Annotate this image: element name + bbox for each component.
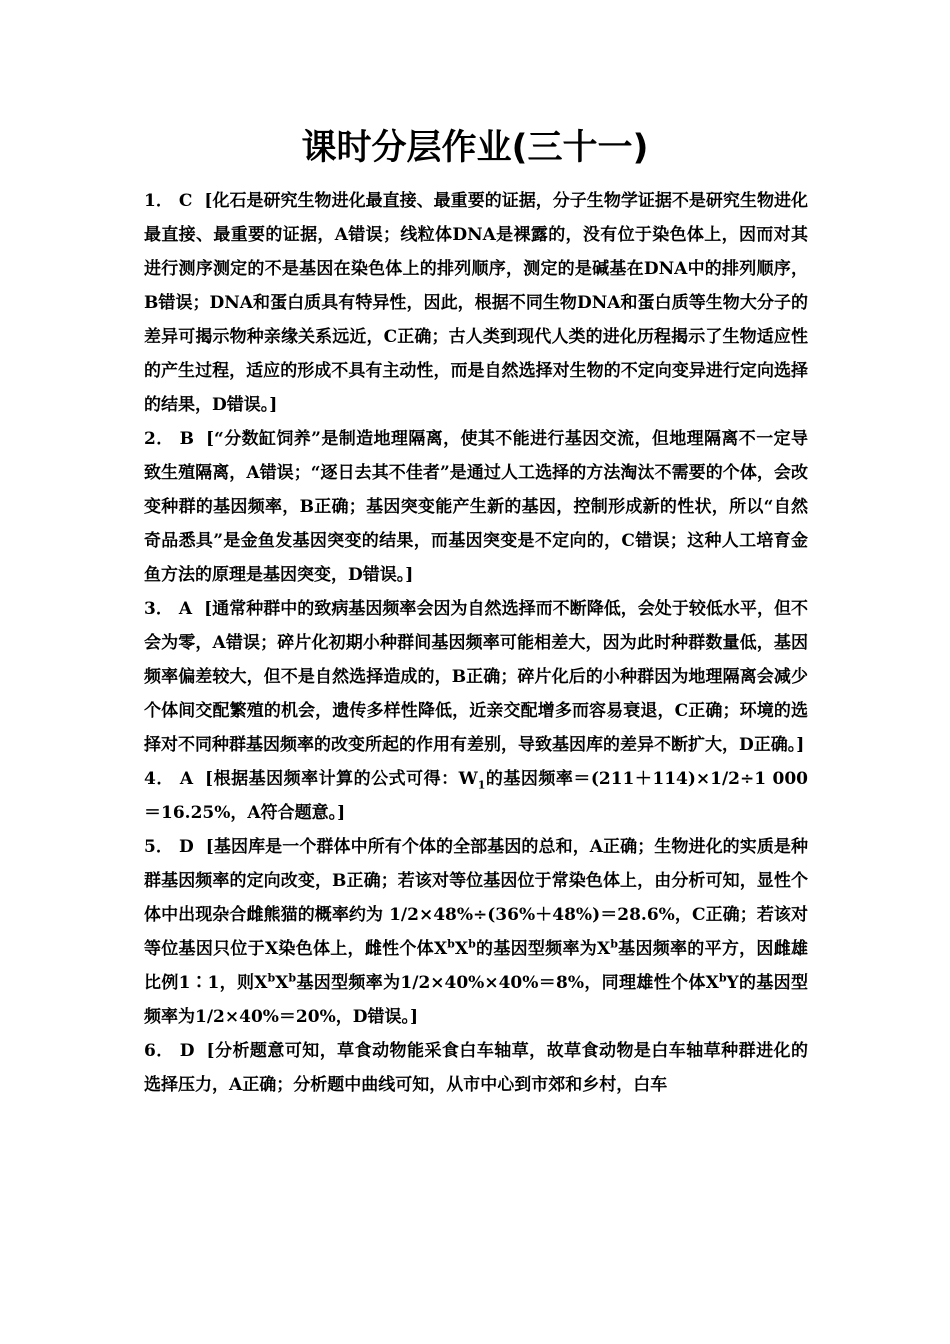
answer-number: 4． [144,769,174,789]
answer-item-1 [144,184,808,422]
superscript: b [610,937,618,951]
answer-explanation: [化石是研究生物进化最直接、最重要的证据，分子生物学证据不是研究生物进化最直接、最重要的证据，A错误；线粒体DNA是裸露的，没有位于染色体上，因而对其进行测序测定的不是基因在染色体上的排列顺序，测定的是碱基在DNA中的排列顺序，B错误；DNA和蛋白质具有特异性，因此，根据不同生物DNA和蛋白质等生物大分子的差异可揭示物种亲缘关系远近，C正确；古人类到现代人类的进化历程揭示了生物适应性的产生过程，适应的形成不具有主动性，而是自然选择对生物的不定向变异进行定向选择的结果，D错误。] [144,191,808,415]
answer-explanation: [根据基因频率计算的公式可得：$W_1$的基因频率＝(211＋114)×1/2÷1 000＝16.25%，A符合题意。] [144,769,808,823]
answer-explanation: [分析题意可知，草食动物能采食白车轴草，故草食动物是白车轴草种群进化的选择压力，A正确；分析题中曲线可知，从市中心到市郊和乡村，白车 [144,1041,808,1095]
answer-number: 6． [144,1041,174,1061]
answer-explanation: [通常种群中的致病基因频率会因为自然选择而不断降低，会处于较低水平，但不会为零，A错误；碎片化初期小种群间基因频率可能相差大，因为此时种群数量低，基因频率偏差较大，但不是自然选择造成的，B正确；碎片化后的小种群因为地理隔离会减少个体间交配繁殖的机会，遗传多样性降低，近亲交配增多而容易衰退，C正确；环境的选择对不同种群基因频率的改变所起的作用有差别，导致基因库的差异不断扩大，D正确。] [144,599,808,755]
answer-explanation: [基因库是一个群体中所有个体的全部基因的总和，A正确；生物进化的实质是种群基因频率的定向改变，B正确；若该对等位基因位于常染色体上，由分析可知，显性个体中出现杂合雌熊猫的概率约为 1/2×48%÷(36%＋48%)＝28.6%，C正确；若该对等位基因只位于X染色体上，雌性个体$X^bX^b$的基因型频率为$X^b$基因频率的平方，因雌雄比例1∶1，则$X^bX^b$基因型频率为1/2×40%×40%＝8%，同理雄性个体$X^bY$的基因型频率为1/2×40%＝20%，D错误。] [144,837,808,1027]
answer-number: 2． [144,429,174,449]
answer-item-5 [144,830,808,1034]
answer-item-3 [144,592,808,762]
answer-key: D [179,1041,195,1061]
subscript: 1 [477,778,486,792]
superscript: b [288,971,297,985]
answer-key: A [179,769,194,789]
answer-item-2 [144,422,808,592]
page-title: 课时分层作业(三十一) [301,128,649,168]
answer-item-6 [144,1034,808,1102]
superscript: b [447,937,455,951]
answer-key: C [178,191,193,211]
answer-number: 3． [144,599,173,619]
answer-key: D [179,837,194,857]
answer-list [144,184,808,1102]
answer-key: A [178,599,193,619]
answer-item-4 [144,762,808,830]
superscript: b [718,971,727,985]
superscript: b [468,937,476,951]
superscript: b [267,971,276,985]
answer-number: 5． [144,837,174,857]
answer-key: B [179,429,194,449]
answer-explanation: [“分数缸饲养”是制造地理隔离，使其不能进行基因交流，但地理隔离不一定导致生殖隔离，A错误；“逐日去其不佳者”是通过人工选择的方法淘汰不需要的个体，会改变种群的基因频率，B正确；基因突变能产生新的基因，控制形成新的性状，所以“自然奇品悉具”是金鱼发基因突变的结果，而基因突变是不定向的，C错误；这种人工培育金鱼方法的原理是基因突变，D错误。] [144,429,808,585]
answer-number: 1． [144,191,173,211]
